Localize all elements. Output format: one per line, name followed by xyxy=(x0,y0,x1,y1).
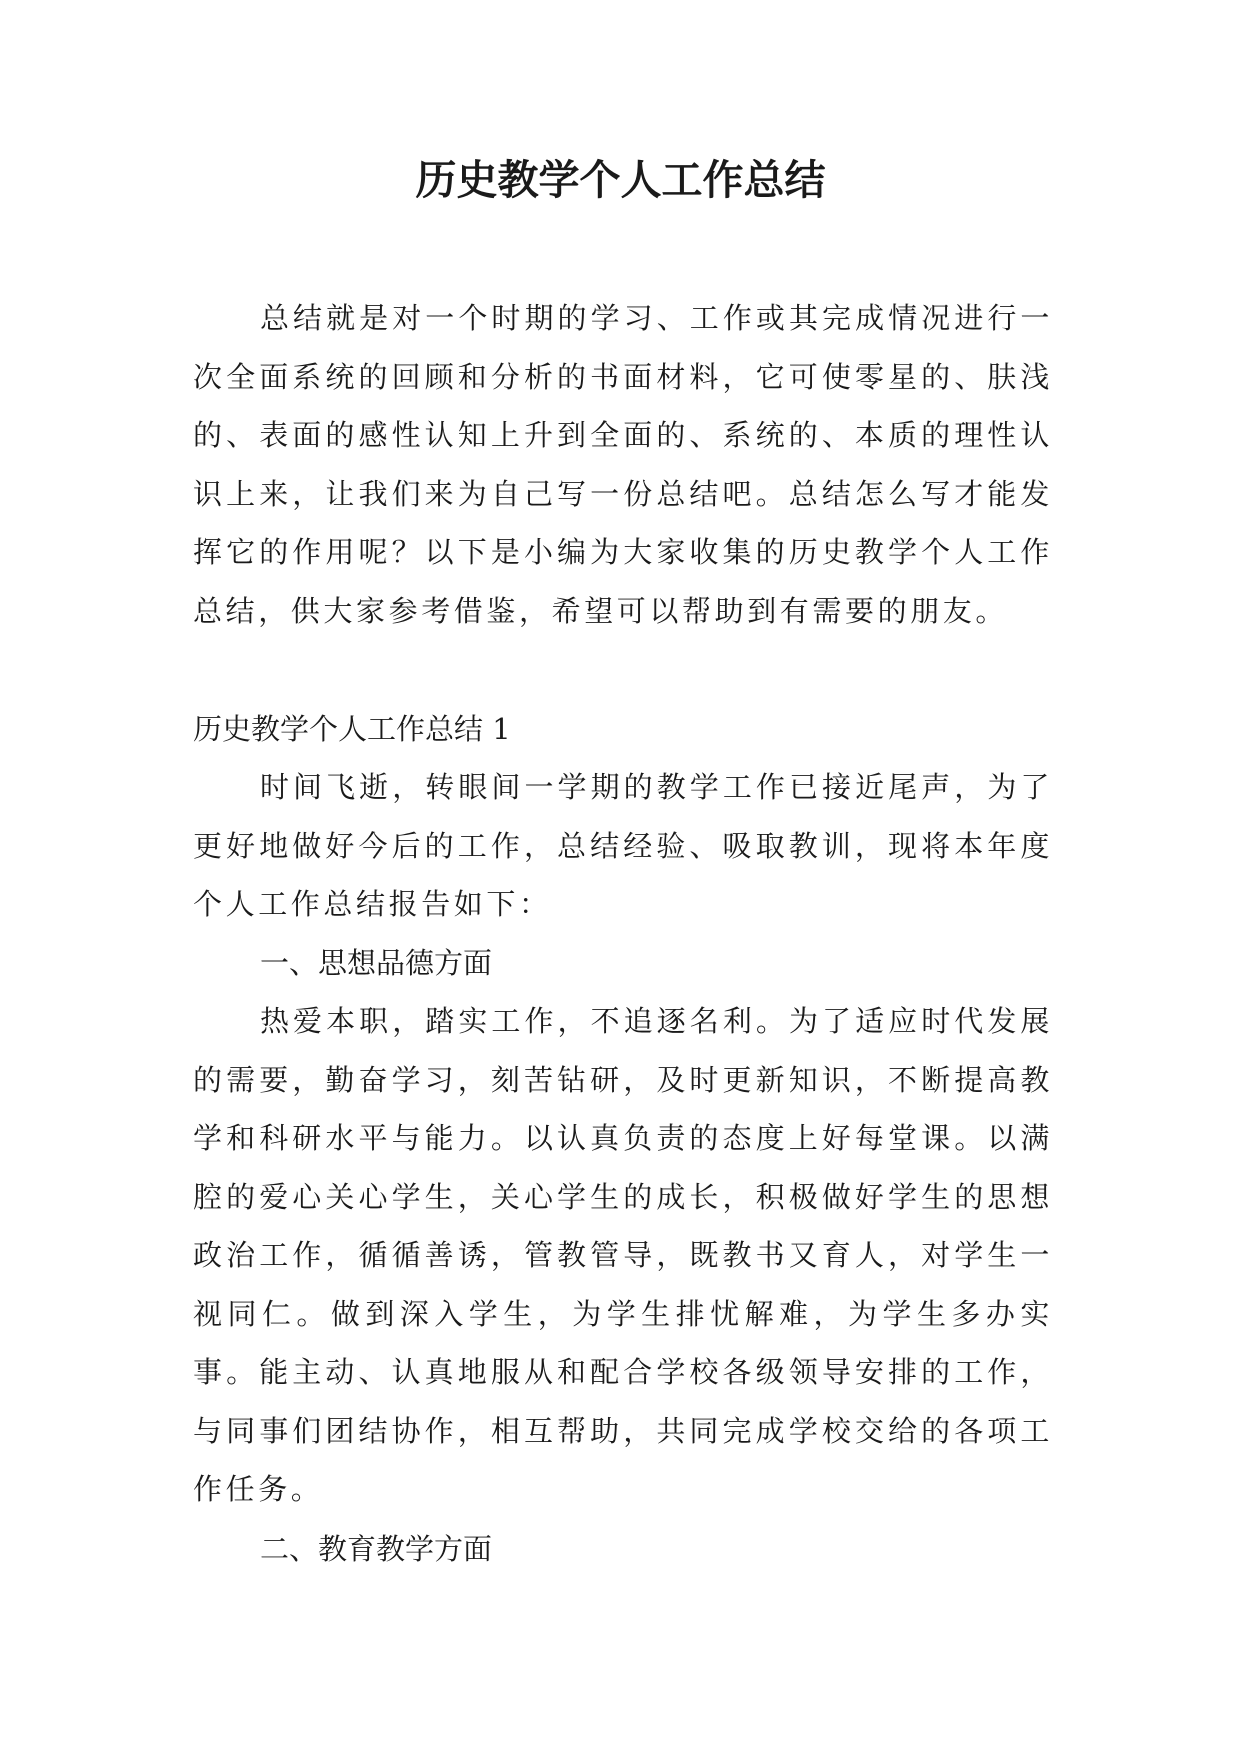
intro-paragraph: 总结就是对一个时期的学习、工作或其完成情况进行一次全面系统的回顾和分析的书面材料，它可使零星的、肤浅的、表面的感性认知上升到全面的、系统的、本质的理性认识上来，让我们来为自己写一份总结吧。总结怎么写才能发挥它的作用呢？以下是小编为大家收集的历史教学个人工作总结，供大家参考借鉴，希望可以帮助到有需要的朋友。 xyxy=(193,301,1053,628)
heading-2: 二、教育教学方面 xyxy=(260,1532,493,1566)
document-title: 历史教学个人工作总结 xyxy=(415,156,826,204)
paragraph-1: 时间飞逝，转眼间一学期的教学工作已接近尾声，为了更好地做好今后的工作，总结经验、吸取教训，现将本年度个人工作总结报告如下： xyxy=(193,770,1053,921)
paragraph-2: 热爱本职，踏实工作，不追逐名利。为了适应时代发展的需要，勤奋学习，刻苦钻研，及时更新知识，不断提高教学和科研水平与能力。以认真负责的态度上好每堂课。以满腔的爱心关心学生，关心学生的成长，积极做好学生的思想政治工作，循循善诱，管教管导，既教书又育人，对学生一视同仁。做到深入学生，为学生排忧解难，为学生多办实事。能主动、认真地服从和配合学校各级领导安排的工作，与同事们团结协作，相互帮助，共同完成学校交给的各项工作任务。 xyxy=(193,1004,1053,1506)
section-title: 历史教学个人工作总结 1 xyxy=(193,712,511,746)
heading-1: 一、思想品德方面 xyxy=(260,946,493,980)
